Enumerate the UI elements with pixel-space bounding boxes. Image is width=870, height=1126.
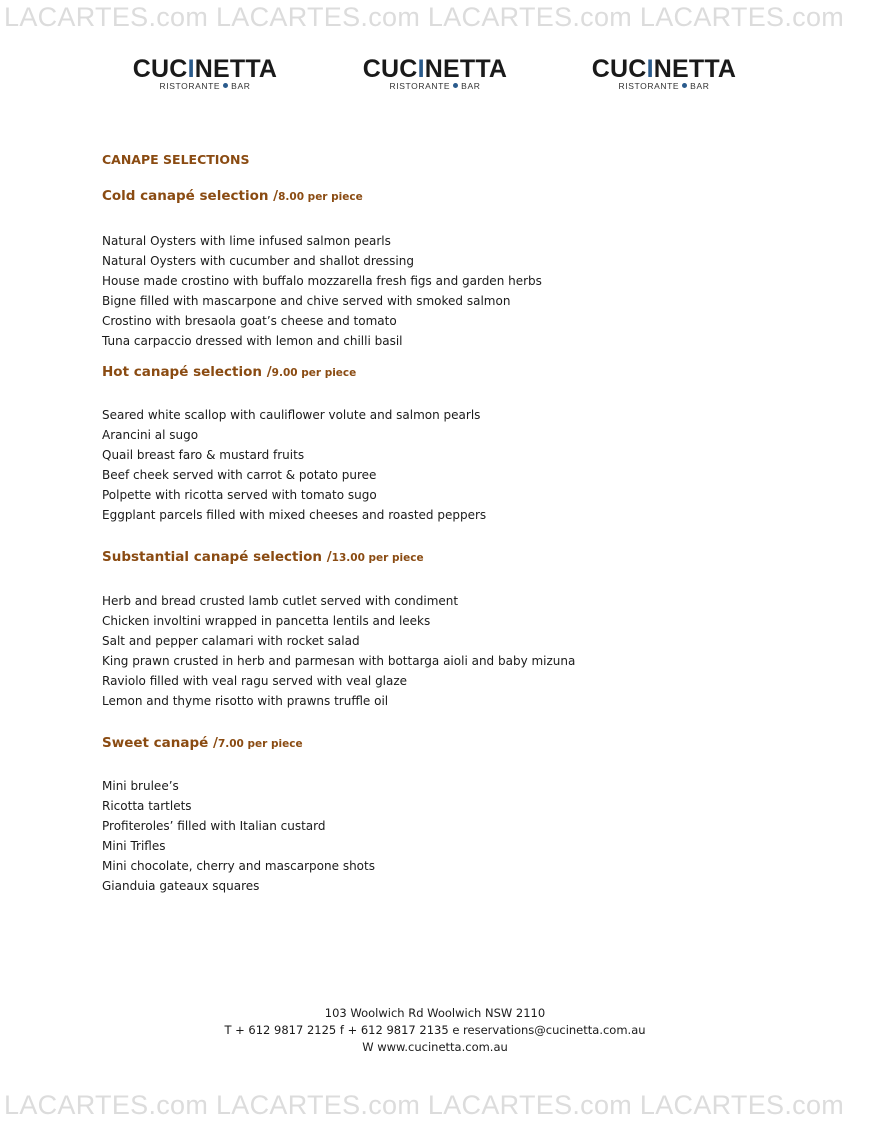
list-item: Seared white scallop with cauliflower volute and salmon pearls — [102, 408, 481, 422]
item-list — [102, 591, 802, 711]
logo-subtitle: RISTORANTE BAR — [159, 81, 251, 91]
category-heading: Substantial canapé selection /13.00 per piece — [102, 549, 424, 565]
footer — [0, 1005, 870, 1056]
category-sweet — [102, 735, 802, 896]
list-item: Tuna carpaccio dressed with lemon and chilli basil — [102, 334, 403, 348]
list-item: Raviolo filled with veal ragu served with veal glaze — [102, 674, 408, 688]
list-item: King prawn crusted in herb and parmesan with bottarga aioli and baby mizuna — [102, 654, 576, 668]
logo — [105, 56, 305, 91]
list-item: Bigne filled with mascarpone and chive served with smoked salmon — [102, 294, 511, 308]
item-list — [102, 776, 802, 896]
item-list — [102, 405, 802, 525]
item-list — [102, 231, 802, 351]
list-item: Chicken involtini wrapped in pancetta lentils and leeks — [102, 614, 431, 628]
footer-address: 103 Woolwich Rd Woolwich NSW 2110 — [324, 1006, 546, 1020]
category-hot — [102, 364, 802, 525]
list-item: Eggplant parcels filled with mixed cheeses and roasted peppers — [102, 508, 487, 522]
category-price: 13.00 per piece — [331, 552, 424, 564]
logo — [335, 56, 535, 91]
list-item: Herb and bread crusted lamb cutlet served with condiment — [102, 594, 459, 608]
category-heading: Cold canapé selection /8.00 per piece — [102, 188, 363, 204]
list-item: Mini chocolate, cherry and mascarpone shots — [102, 859, 375, 873]
logo-subtitle: RISTORANTE BAR — [618, 81, 710, 91]
list-item: Lemon and thyme risotto with prawns truffle oil — [102, 694, 389, 708]
watermark-top: LACARTES.com LACARTES.com LACARTES.com LACARTES.com — [4, 2, 845, 32]
dot-icon — [223, 83, 228, 88]
list-item: Arancini al sugo — [102, 428, 199, 442]
list-item: Polpette with ricotta served with tomato sugo — [102, 488, 377, 502]
category-price: 8.00 per piece — [278, 191, 363, 203]
page-title: CANAPE SELECTIONS — [102, 152, 250, 167]
category-price: 9.00 per piece — [271, 367, 357, 379]
footer-web: W www.cucinetta.com.au — [362, 1040, 508, 1054]
logo-row — [0, 56, 870, 96]
dot-icon — [682, 83, 687, 88]
category-price: 7.00 per piece — [217, 738, 303, 750]
category-heading: Sweet canapé /7.00 per piece — [102, 735, 303, 751]
logo-subtitle: RISTORANTE BAR — [389, 81, 481, 91]
list-item: Salt and pepper calamari with rocket salad — [102, 634, 360, 648]
list-item: Crostino with bresaola goat’s cheese and tomato — [102, 314, 397, 328]
logo-wordmark: CUCINETTA — [132, 55, 278, 83]
watermark-bottom: LACARTES.com LACARTES.com LACARTES.com LACARTES.com — [4, 1090, 845, 1120]
category-cold — [102, 188, 802, 351]
list-item: Natural Oysters with lime infused salmon pearls — [102, 234, 391, 248]
logo-wordmark: CUCINETTA — [362, 55, 508, 83]
list-item: Natural Oysters with cucumber and shallot dressing — [102, 254, 414, 268]
list-item: Ricotta tartlets — [102, 799, 192, 813]
list-item: Beef cheek served with carrot & potato puree — [102, 468, 377, 482]
list-item: Profiteroles’ filled with Italian custard — [102, 819, 326, 833]
footer-contact: T + 612 9817 2125 f + 612 9817 2135 e reservations@cucinetta.com.au — [224, 1023, 646, 1037]
category-heading: Hot canapé selection /9.00 per piece — [102, 364, 357, 380]
list-item: Gianduia gateaux squares — [102, 879, 260, 893]
list-item: House made crostino with buffalo mozzarella fresh figs and garden herbs — [102, 274, 542, 288]
dot-icon — [453, 83, 458, 88]
list-item: Mini brulee’s — [102, 779, 179, 793]
list-item: Mini Trifles — [102, 839, 166, 853]
category-substantial — [102, 549, 802, 711]
list-item: Quail breast faro & mustard fruits — [102, 448, 305, 462]
logo — [564, 56, 764, 91]
logo-wordmark: CUCINETTA — [591, 55, 737, 83]
